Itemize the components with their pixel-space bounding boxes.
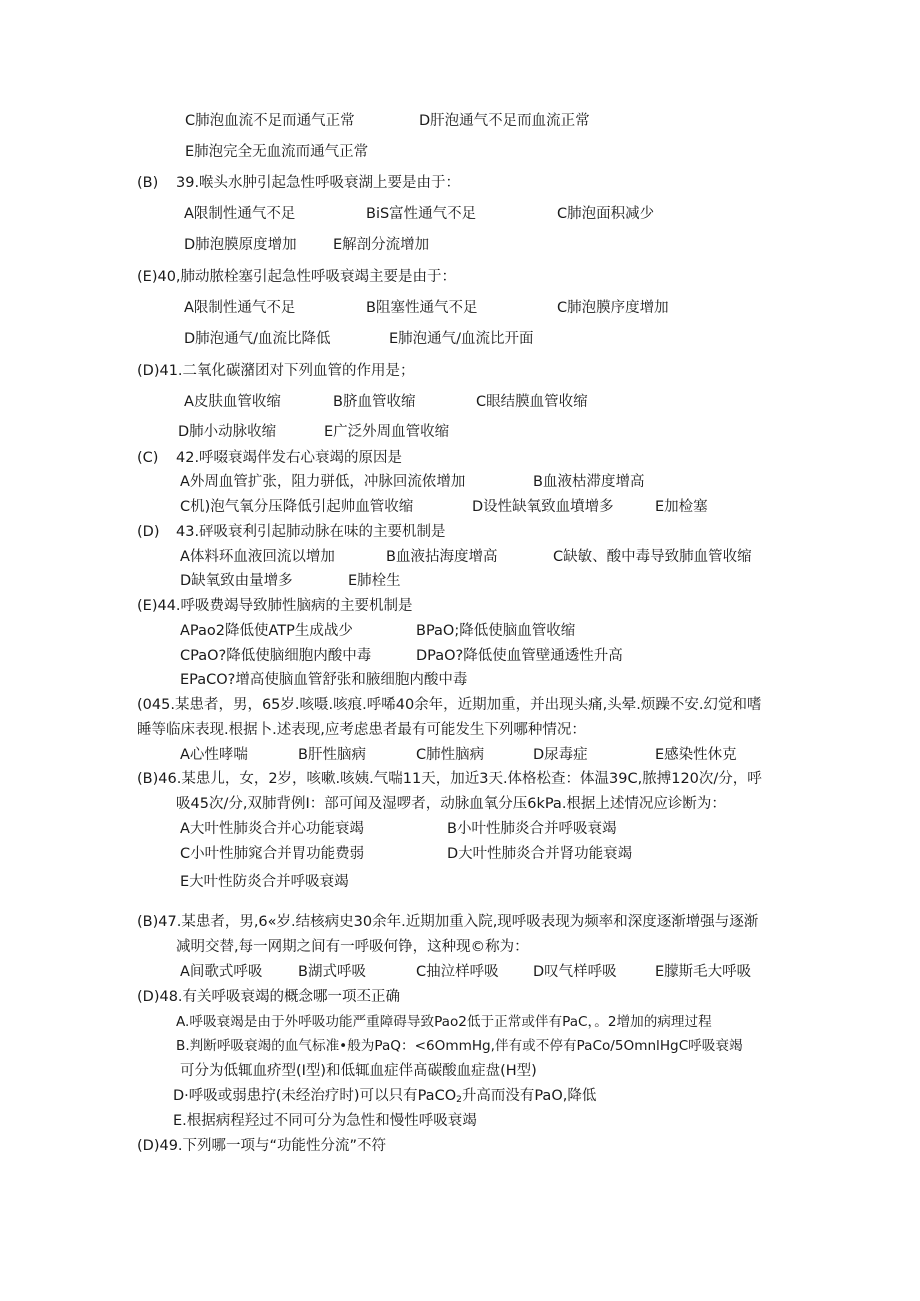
q40-option-a: A限制性通气不足: [184, 300, 296, 316]
q40-option-e: E肺泡通气/血流比开面: [389, 331, 534, 347]
q48-option-d-post: 升高而没有PaO,降低: [461, 1088, 597, 1104]
q49-stem: (D)49.下列哪一项与“功能性分流”不符: [137, 1138, 387, 1154]
q45-option-d: D尿毒症: [533, 747, 588, 763]
q41-option-d: D肺小动脉收缩: [178, 424, 277, 440]
q48-stem: (D)48.有关呼吸衰竭的概念哪一项丕正确: [137, 989, 401, 1005]
q47-option-b: B湖式呼吸: [298, 964, 366, 980]
q42-option-e: E加检塞: [655, 499, 708, 515]
q45-option-a: A心性哮喘: [180, 747, 248, 763]
q41-option-a: A皮肤血管收缩: [184, 394, 281, 410]
q40-option-c: C肺泡膜序度增加: [557, 300, 669, 316]
q41-option-b: B脐血管收缩: [333, 394, 416, 410]
q42-option-c: C机)泡气氧分压降低引起帅血管收缩: [180, 499, 414, 515]
q42-option-a: A外周血管扩张，阻力骈低，冲脉回流侬增加: [180, 474, 466, 490]
q39-option-a: A限制性通气不足: [184, 206, 296, 222]
q46-stem-2: 吸45次/分,双肺背例I：部可闻及湿啰者，动脉血氧分压6kPa.根据上述情况应诊断为：: [176, 796, 726, 812]
q43-answer: (D): [137, 524, 160, 540]
q48-option-d-subscript: 2: [456, 1095, 462, 1105]
q48-option-d: [173, 1086, 596, 1110]
q41-option-e: E广泛外周血管收缩: [324, 424, 450, 440]
q47-option-c: C抽泣样呼吸: [416, 964, 499, 980]
q41-option-c: C眼结膜血管收缩: [476, 394, 588, 410]
q39-option-c: C肺泡面积减少: [557, 206, 655, 222]
q45-option-e: E感染性休克: [655, 747, 737, 763]
q42-option-d: D设性缺氧致血墳增多: [472, 499, 614, 515]
q48-option-b-2: 可分为低辄血疥型(I型)和低辄血症伴髙碳酸血症盘(H型): [180, 1063, 537, 1079]
q44-option-a: APao2降低使ATP生成战少: [180, 623, 353, 639]
q40-option-d: D肺泡通气/血流比降低: [184, 331, 331, 347]
q42-option-b: B血液枯滞度增高: [533, 474, 645, 490]
q38-option-e: E肺泡完全无血流而通气正常: [185, 144, 369, 160]
q45-stem-1: (045.某患者，男，65岁.咳嗫.咳痕.呼唏40余年，近期加重，并出现头痛,头晕.烦躁不安.幻觉和嗜: [137, 697, 762, 713]
q45-option-c: C肺性脑病: [416, 747, 485, 763]
q41-stem: (D)41.二氧化碳潴团对下列血管的作用是；: [137, 363, 415, 379]
q44-stem: (E)44.呼吸费竭导致肺性脑病的主要机制是: [137, 598, 413, 614]
q42-stem: 42.呼啜衰竭伴发右心衰竭的原因是: [176, 450, 403, 466]
q44-option-b: BPaO;降低使脑血管收缩: [416, 623, 576, 639]
q46-option-c: C小叶性肺窕合并胃功能费弱: [180, 846, 365, 862]
q47-option-d: D叹气样呼吸: [533, 964, 617, 980]
q45-stem-2: 睡等临床表现.根据卜.述表现,应考虑患者最有可能发生下列哪种情况：: [137, 722, 586, 738]
q43-option-d: D缺氧致由量增多: [180, 573, 293, 589]
q39-option-d: D肺泡膜原度增加: [184, 237, 297, 253]
q42-answer: (C): [137, 450, 159, 466]
q46-option-a: A大叶性肺炎合并心功能衰竭: [180, 821, 364, 837]
q38-option-d: D肝泡通气不足而血流正常: [419, 113, 590, 129]
q40-stem: (E)40,肺动脓栓塞引起急性呼吸衰竭主要是由于：: [137, 269, 457, 285]
q43-option-c: C缺敏、酸中毒导致肺血管收缩: [553, 549, 752, 565]
q46-option-e: E大叶性防炎合并呼吸衰竭: [180, 874, 349, 890]
q44-option-c: CPaO?降低使脑细胞内酸中毒: [180, 648, 372, 664]
q48-option-a: A.呼吸衰竭是由于外呼吸功能严重障碍导致Pao2低于正常或伴有PaC，。2增加的病理过程: [176, 1014, 712, 1030]
q48-option-d-pre: D·呼吸或弱患拧(未经治疗时)可以只有PaCO: [173, 1088, 457, 1104]
q43-option-e: E肺栓生: [348, 573, 401, 589]
q39-stem: 39.喉头水肿引起急性呼吸衰湖上要是由于：: [176, 175, 461, 191]
q44-option-d: DPaO?降低使血管壁通透性升高: [416, 648, 623, 664]
q44-option-e: EPaCO?增高使脑血管舒张和腋细胞内酸中毒: [180, 672, 468, 688]
q47-stem-2: 减明交替,每一网期之间有一呼吸何铮，这种现©称为：: [176, 939, 529, 955]
q46-stem-1: (B)46.某患儿，女，2岁，咳嗽.咳姨.气喘11天，加近3天.体格松查：体温39C,脓搏120次/分，呼: [137, 771, 762, 787]
q43-option-a: A体料环血液回流以增加: [180, 549, 335, 565]
q38-option-c: C肺泡血流不足而通气正常: [185, 113, 355, 129]
q43-stem: 43.砰吸衰利引起肺动脉在味的主要机制是: [176, 524, 446, 540]
q46-option-d: D大叶性肺炎合并肾功能衰竭: [447, 846, 633, 862]
q39-option-b: BiS富性通气不足: [366, 206, 477, 222]
q47-option-e: E朦斯毛大呼吸: [655, 964, 752, 980]
q40-option-b: B阻塞性通气不足: [366, 300, 478, 316]
q47-option-a: A间歌式呼吸: [180, 964, 263, 980]
q45-option-b: B肝性脑病: [298, 747, 366, 763]
q48-option-e: E.根据病程羟过不同可分为急性和慢性呼吸衰竭: [173, 1113, 477, 1129]
q48-option-b-1: B.判断呼吸衰竭的血气标准•般为PaQ：<6OmmHg,伴有或不停有PaCo/5OmnlHgC呼吸衰竭: [176, 1038, 743, 1054]
q43-option-b: B血液拈海度增高: [386, 549, 498, 565]
q39-option-e: E解剖分流增加: [333, 237, 430, 253]
q47-stem-1: (B)47.某患者，男,6«岁.结核病史30余年.近期加重入院,现呼吸表现为频率和深度逐渐增强与逐渐: [137, 914, 759, 930]
q39-answer: (B): [137, 175, 159, 191]
q46-option-b: B小叶性肺炎合并呼吸衰竭: [447, 821, 617, 837]
